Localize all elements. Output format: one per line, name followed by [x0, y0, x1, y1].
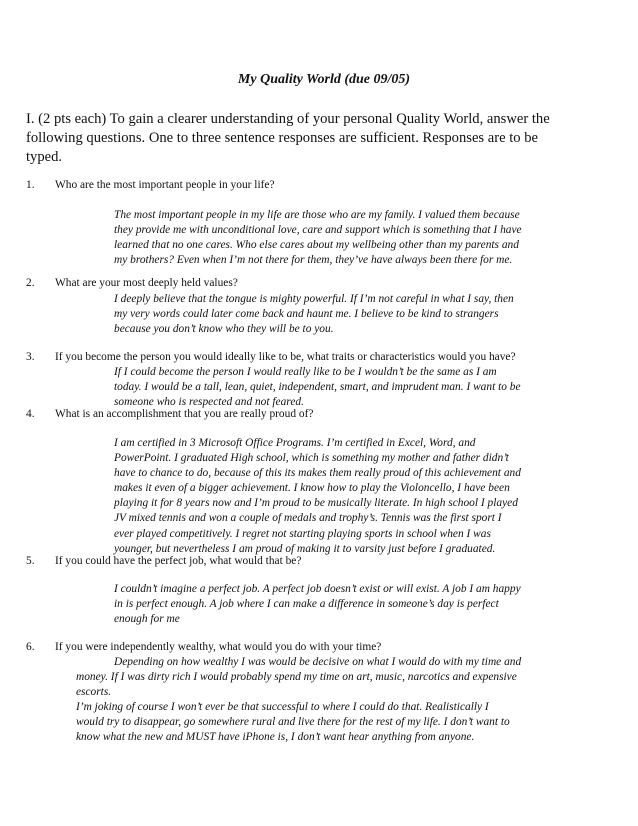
- answer-line: I couldn’t imagine a perfect job. A perfect job doesn’t exist or will exist. A job I am happy: [114, 583, 521, 595]
- answer-line: someone who is respected and not feared.: [114, 396, 304, 409]
- answer-3: [114, 365, 576, 410]
- answer-line: my very words could later come back and haunt me. I believe to be kind to strangers: [114, 308, 499, 321]
- answer-line: makes it even of a bigger achievement. I know how to play the Violoncello, I have been: [114, 482, 510, 495]
- answer-line: I am certified in 3 Microsoft Office Programs. I’m certified in Excel, Word, and: [114, 437, 476, 449]
- answer-5: [114, 582, 576, 627]
- answer-line: Depending on how wealthy I was would be decisive on what I would do with my time and: [114, 656, 522, 668]
- answer-line: PowerPoint. I graduated High school, which is something my mother and father didn’t: [114, 452, 509, 465]
- question-2: [26, 276, 596, 291]
- answer-line: ever played competitively. I regret not starting playing sports in school when I was: [114, 527, 491, 540]
- question-number: 6.: [26, 641, 35, 653]
- question-1: [26, 178, 596, 193]
- answer-line: I’m joking of course I won’t ever be that successful to where I could do that. Realistically I: [76, 701, 489, 714]
- answer-line: my brothers? Even when I’m not there for them, they’ve have always been there for me.: [114, 254, 513, 267]
- question-number: 2.: [26, 277, 35, 289]
- answer-1: [114, 208, 576, 268]
- answer-line: If I could become the person I would really like to be I wouldn’t be the same as I am: [114, 366, 497, 378]
- question-text: If you could have the perfect job, what would that be?: [55, 555, 302, 567]
- answer-line: enough for me: [114, 613, 180, 626]
- question-5: [26, 554, 596, 569]
- document-title: My Quality World (due 09/05): [237, 72, 411, 87]
- answer-line: would try to disappear, go somewhere rural and live there for the rest of my life. I don’t want to: [76, 716, 510, 729]
- question-text: If you become the person you would ideally like to be, what traits or characteristics would you have?: [55, 351, 516, 363]
- intro-paragraph: I. (2 pts each) To gain a clearer understanding of your personal Quality World, answer the following questions. One to three sentence responses are sufficient. Responses are to be typed.: [26, 111, 550, 165]
- answer-line: playing it for 8 years now and I’m proud to be musically literate. In high school I played: [114, 497, 518, 510]
- answer-line: learned that no one cares. Who else cares about my wellbeing other than my parents and: [114, 239, 519, 252]
- answer-line: know what the new and MUST have iPhone is, I don’t want hear anything from anyone.: [76, 731, 475, 744]
- question-4: [26, 407, 596, 422]
- question-number: 5.: [26, 555, 35, 567]
- answer-line: money. If I was dirty rich I would probably spend my time on art, music, narcotics and expensive: [76, 671, 517, 684]
- answer-line: The most important people in my life are those who are my family. I valued them because: [114, 209, 520, 221]
- answer-line: I deeply believe that the tongue is mighty powerful. If I’m not careful in what I say, then: [114, 293, 514, 305]
- question-6: [26, 640, 596, 655]
- answer-line: JV mixed tennis and won a couple of medals and trophy’s. Tennis was the first sport I: [114, 512, 502, 525]
- question-number: 1.: [26, 179, 35, 191]
- answer-line: today. I would be a tall, lean, quiet, independent, smart, and imprudent man. I want to be: [114, 381, 521, 394]
- answer-line: escorts.: [76, 686, 112, 699]
- answer-6: [76, 655, 576, 746]
- answer-line: they provide me with unconditional love, care and support which is something that I have: [114, 224, 522, 237]
- question-text: What is an accomplishment that you are really proud of?: [55, 408, 314, 420]
- question-text: If you were independently wealthy, what would you do with your time?: [55, 641, 382, 653]
- question-number: 4.: [26, 408, 35, 420]
- answer-line: because you don’t know who they will be to you.: [114, 323, 334, 336]
- question-text: What are your most deeply held values?: [55, 277, 238, 289]
- question-number: 3.: [26, 351, 35, 363]
- answer-line: have to chance to do, because of this its makes them really proud of this achievement and: [114, 467, 521, 480]
- question-3: [26, 350, 596, 365]
- answer-line: younger, but nevertheless I am proud of making it to varsity just before I graduated.: [114, 542, 496, 555]
- answer-2: [114, 292, 576, 337]
- answer-line: in is perfect enough. A job where I can make a difference in someone’s day is perfect: [114, 598, 499, 611]
- question-text: Who are the most important people in your life?: [55, 179, 275, 191]
- answer-4: [114, 436, 576, 557]
